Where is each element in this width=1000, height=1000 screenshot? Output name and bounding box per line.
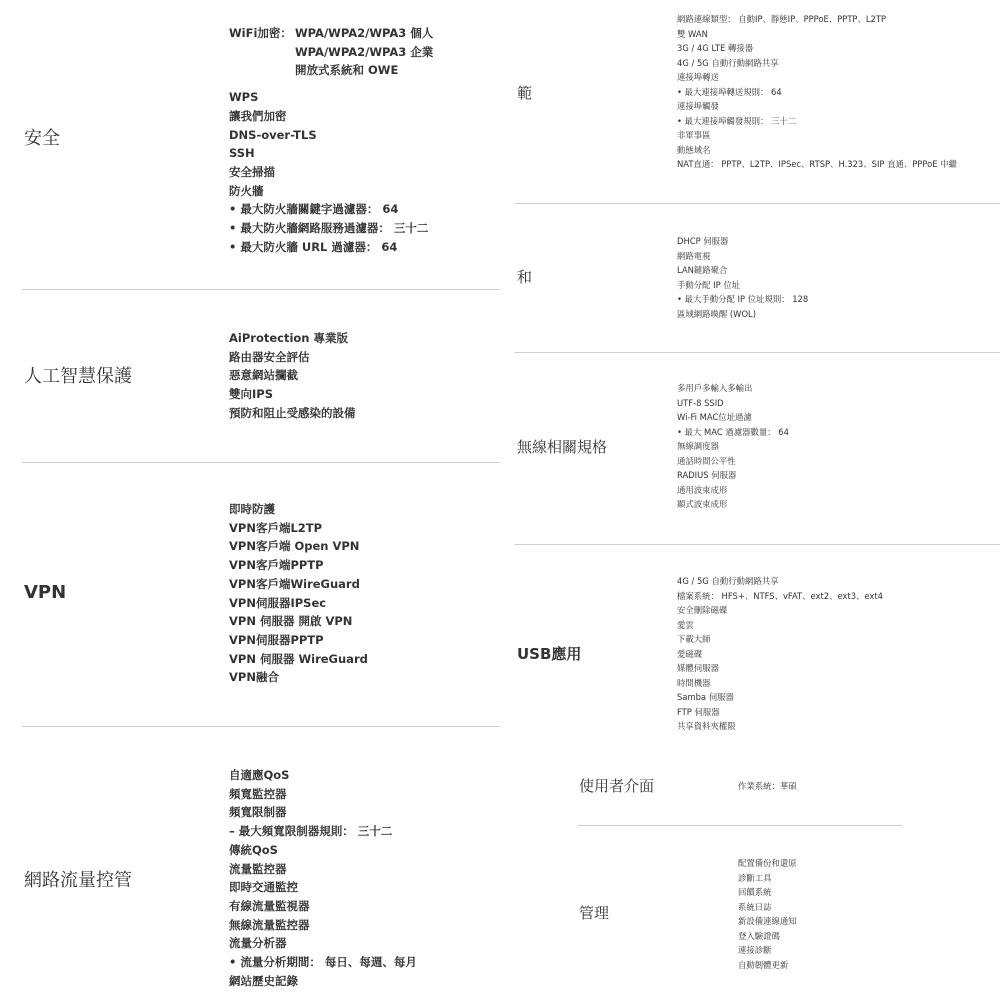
section-title-ai-protection: 人工智慧保護 xyxy=(24,366,132,387)
list-item: 新設備連線通知 xyxy=(738,916,797,926)
list-item: 自適應QoS xyxy=(229,768,290,782)
list-item: VPN客戶端 Open VPN xyxy=(229,539,360,554)
list-item: 媒體伺服器 xyxy=(677,663,719,673)
list-item: VPN 伺服器 開啟 VPN xyxy=(229,614,353,629)
list-item: • 最大手動分配 IP 位址規則： 128 xyxy=(677,294,809,304)
divider xyxy=(515,352,1000,353)
lan-items xyxy=(677,234,808,321)
list-item: 頻寬監控器 xyxy=(229,786,287,801)
wifi-encryption-value-1: WPA/WPA2/WPA3 個人 xyxy=(295,26,434,40)
list-item: VPN客戶端L2TP xyxy=(229,520,323,535)
wifi-encryption-value-3: 開放式系統和 OWE xyxy=(295,63,399,78)
list-item: VPN伺服器IPSec xyxy=(229,595,327,610)
list-item: 登入驗證碼 xyxy=(738,930,780,941)
wifi-encryption-label: WiFi加密： xyxy=(229,26,292,40)
divider xyxy=(578,825,902,826)
list-item: VPN客戶端WireGuard xyxy=(229,576,360,591)
list-item: 作業系統：華碩 xyxy=(738,781,797,791)
list-item: 回饋系統 xyxy=(738,887,772,897)
list-item: Wi-Fi MAC位址過濾 xyxy=(677,412,752,422)
list-item: SSH xyxy=(229,146,255,161)
list-item: • 流量分析期間： 每日、每週、每月 xyxy=(229,955,417,970)
list-item: 路由器安全評估 xyxy=(229,349,310,364)
list-item: 頻寬限制器 xyxy=(229,805,287,820)
section-title-lan: 和 xyxy=(517,268,533,286)
list-item: 惡意網站攔截 xyxy=(229,368,298,383)
list-item: UTF-8 SSID xyxy=(677,397,724,408)
security-spec-list xyxy=(229,24,433,256)
list-item: • 最大防火牆網路服務過濾器： 三十二 xyxy=(229,221,429,236)
list-item: 即時防護 xyxy=(229,502,275,516)
list-item: 3G / 4G LTE 轉接器 xyxy=(677,43,754,53)
divider xyxy=(22,726,500,727)
list-item: 連接埠觸發 xyxy=(677,101,719,111)
list-item: VPN客戶端PPTP xyxy=(229,558,324,573)
list-item: 多用戶多輸入多輸出 xyxy=(677,383,753,393)
list-item: 共享資料夾權限 xyxy=(677,721,736,731)
list-item: FTP 伺服器 xyxy=(677,706,720,717)
list-item: 系統日誌 xyxy=(738,901,772,912)
vpn-items xyxy=(229,500,368,687)
list-item: 愛雲 xyxy=(677,619,694,630)
list-item: • 最大 MAC 過濾器數量： 64 xyxy=(677,426,789,437)
traffic-control-items xyxy=(229,766,417,990)
section-title-traffic-control: 網路流量控管 xyxy=(24,870,132,891)
usb-items xyxy=(677,574,883,734)
list-item: 連接診斷 xyxy=(738,945,772,955)
list-item: VPN融合 xyxy=(229,670,279,685)
divider xyxy=(515,544,1000,545)
list-item: VPN伺服器PPTP xyxy=(229,632,324,647)
list-item: 讓我們加密 xyxy=(229,108,287,123)
list-item: • 最大防火牆關鍵字過濾器： 64 xyxy=(229,202,399,217)
list-item: 4G / 5G 自動行動網路共享 xyxy=(677,576,779,586)
wifi-encryption-row xyxy=(229,24,433,43)
list-item: 流量分析器 xyxy=(229,936,287,951)
section-title-user-interface: 使用者介面 xyxy=(579,777,655,795)
list-item: 雙向IPS xyxy=(229,387,273,402)
list-item: 有線流量監視器 xyxy=(229,898,310,913)
section-title-vpn: VPN xyxy=(24,582,67,603)
list-item: 自動韌體更新 xyxy=(738,959,789,970)
security-items xyxy=(229,88,433,256)
list-item: RADIUS 伺服器 xyxy=(677,470,737,480)
list-item: 安全掃描 xyxy=(229,164,275,179)
list-item: NAT直通： PPTP、L2TP、IPSec、RTSP、H.323、SIP 直通、PPPoE 中繼 xyxy=(677,159,957,169)
divider xyxy=(22,289,500,290)
section-title-management: 管理 xyxy=(579,904,610,922)
list-item: 非軍事區 xyxy=(677,130,711,140)
list-item: 4G / 5G 自動行動網路共享 xyxy=(677,57,779,68)
list-item: 連接埠轉送 xyxy=(677,72,719,82)
list-item: 網路連線類型： 自動IP、靜態IP、PPPoE、PPTP、L2TP xyxy=(677,14,887,24)
section-title-wireless: 無線相關規格 xyxy=(517,438,608,456)
management-items xyxy=(738,856,797,972)
ai-protection-items xyxy=(229,329,356,423)
list-item: – 最大頻寬限制器規則： 三十二 xyxy=(229,824,393,839)
list-item: 雙 WAN xyxy=(677,28,708,39)
section-title-wan: 範 xyxy=(517,84,533,102)
list-item: 配置備份和還原 xyxy=(738,858,797,868)
list-item: • 最大連接埠轉送規則： 64 xyxy=(677,86,782,97)
wan-items xyxy=(677,12,957,172)
divider xyxy=(515,203,1000,204)
list-item: 下載大師 xyxy=(677,634,711,644)
list-item: 時間機器 xyxy=(677,677,711,688)
list-item: DHCP 伺服器 xyxy=(677,236,729,246)
divider xyxy=(22,462,500,463)
list-item: AiProtection 專業版 xyxy=(229,331,348,345)
list-item: 即時交通監控 xyxy=(229,880,298,895)
list-item: • 最大連接埠觸發規則： 三十二 xyxy=(677,115,797,126)
list-item: DNS-over-TLS xyxy=(229,127,317,142)
wifi-encryption-value-2: WPA/WPA2/WPA3 企業 xyxy=(295,44,434,59)
list-item: 防火牆 xyxy=(229,183,264,198)
wireless-items xyxy=(677,381,789,512)
user-interface-items xyxy=(738,779,797,794)
section-title-usb: USB應用 xyxy=(517,645,582,663)
list-item: 檔案系統： HFS+、NTFS、vFAT、ext2、ext3、ext4 xyxy=(677,590,883,601)
section-title-security: 安全 xyxy=(24,128,60,149)
list-item: 通話時間公平性 xyxy=(677,455,736,466)
list-item: Samba 伺服器 xyxy=(677,692,734,702)
list-item: • 最大防火牆 URL 過濾器： 64 xyxy=(229,239,398,254)
list-item: 傳統QoS xyxy=(229,842,278,857)
list-item: 顯式波束成形 xyxy=(677,499,728,509)
list-item: VPN 伺服器 WireGuard xyxy=(229,651,368,666)
list-item: 區域網路喚醒 (WOL) xyxy=(677,308,756,319)
list-item: 安全刪除磁碟 xyxy=(677,605,728,615)
list-item: 無線調度器 xyxy=(677,441,719,451)
list-item: 動態域名 xyxy=(677,144,711,155)
list-item: 診斷工具 xyxy=(738,872,772,883)
list-item: 通用波束成形 xyxy=(677,484,728,495)
list-item: LAN鏈路聚合 xyxy=(677,265,728,275)
list-item: 手動分配 IP 位址 xyxy=(677,279,741,290)
list-item: WPS xyxy=(229,90,259,105)
list-item: 無線流量監控器 xyxy=(229,917,310,932)
list-item: 愛磁碟 xyxy=(677,648,703,659)
list-item: 網路電視 xyxy=(677,250,711,261)
list-item: 網站歷史記錄 xyxy=(229,973,298,988)
list-item: 流量監控器 xyxy=(229,861,287,876)
list-item: 預防和阻止受感染的設備 xyxy=(229,405,356,420)
